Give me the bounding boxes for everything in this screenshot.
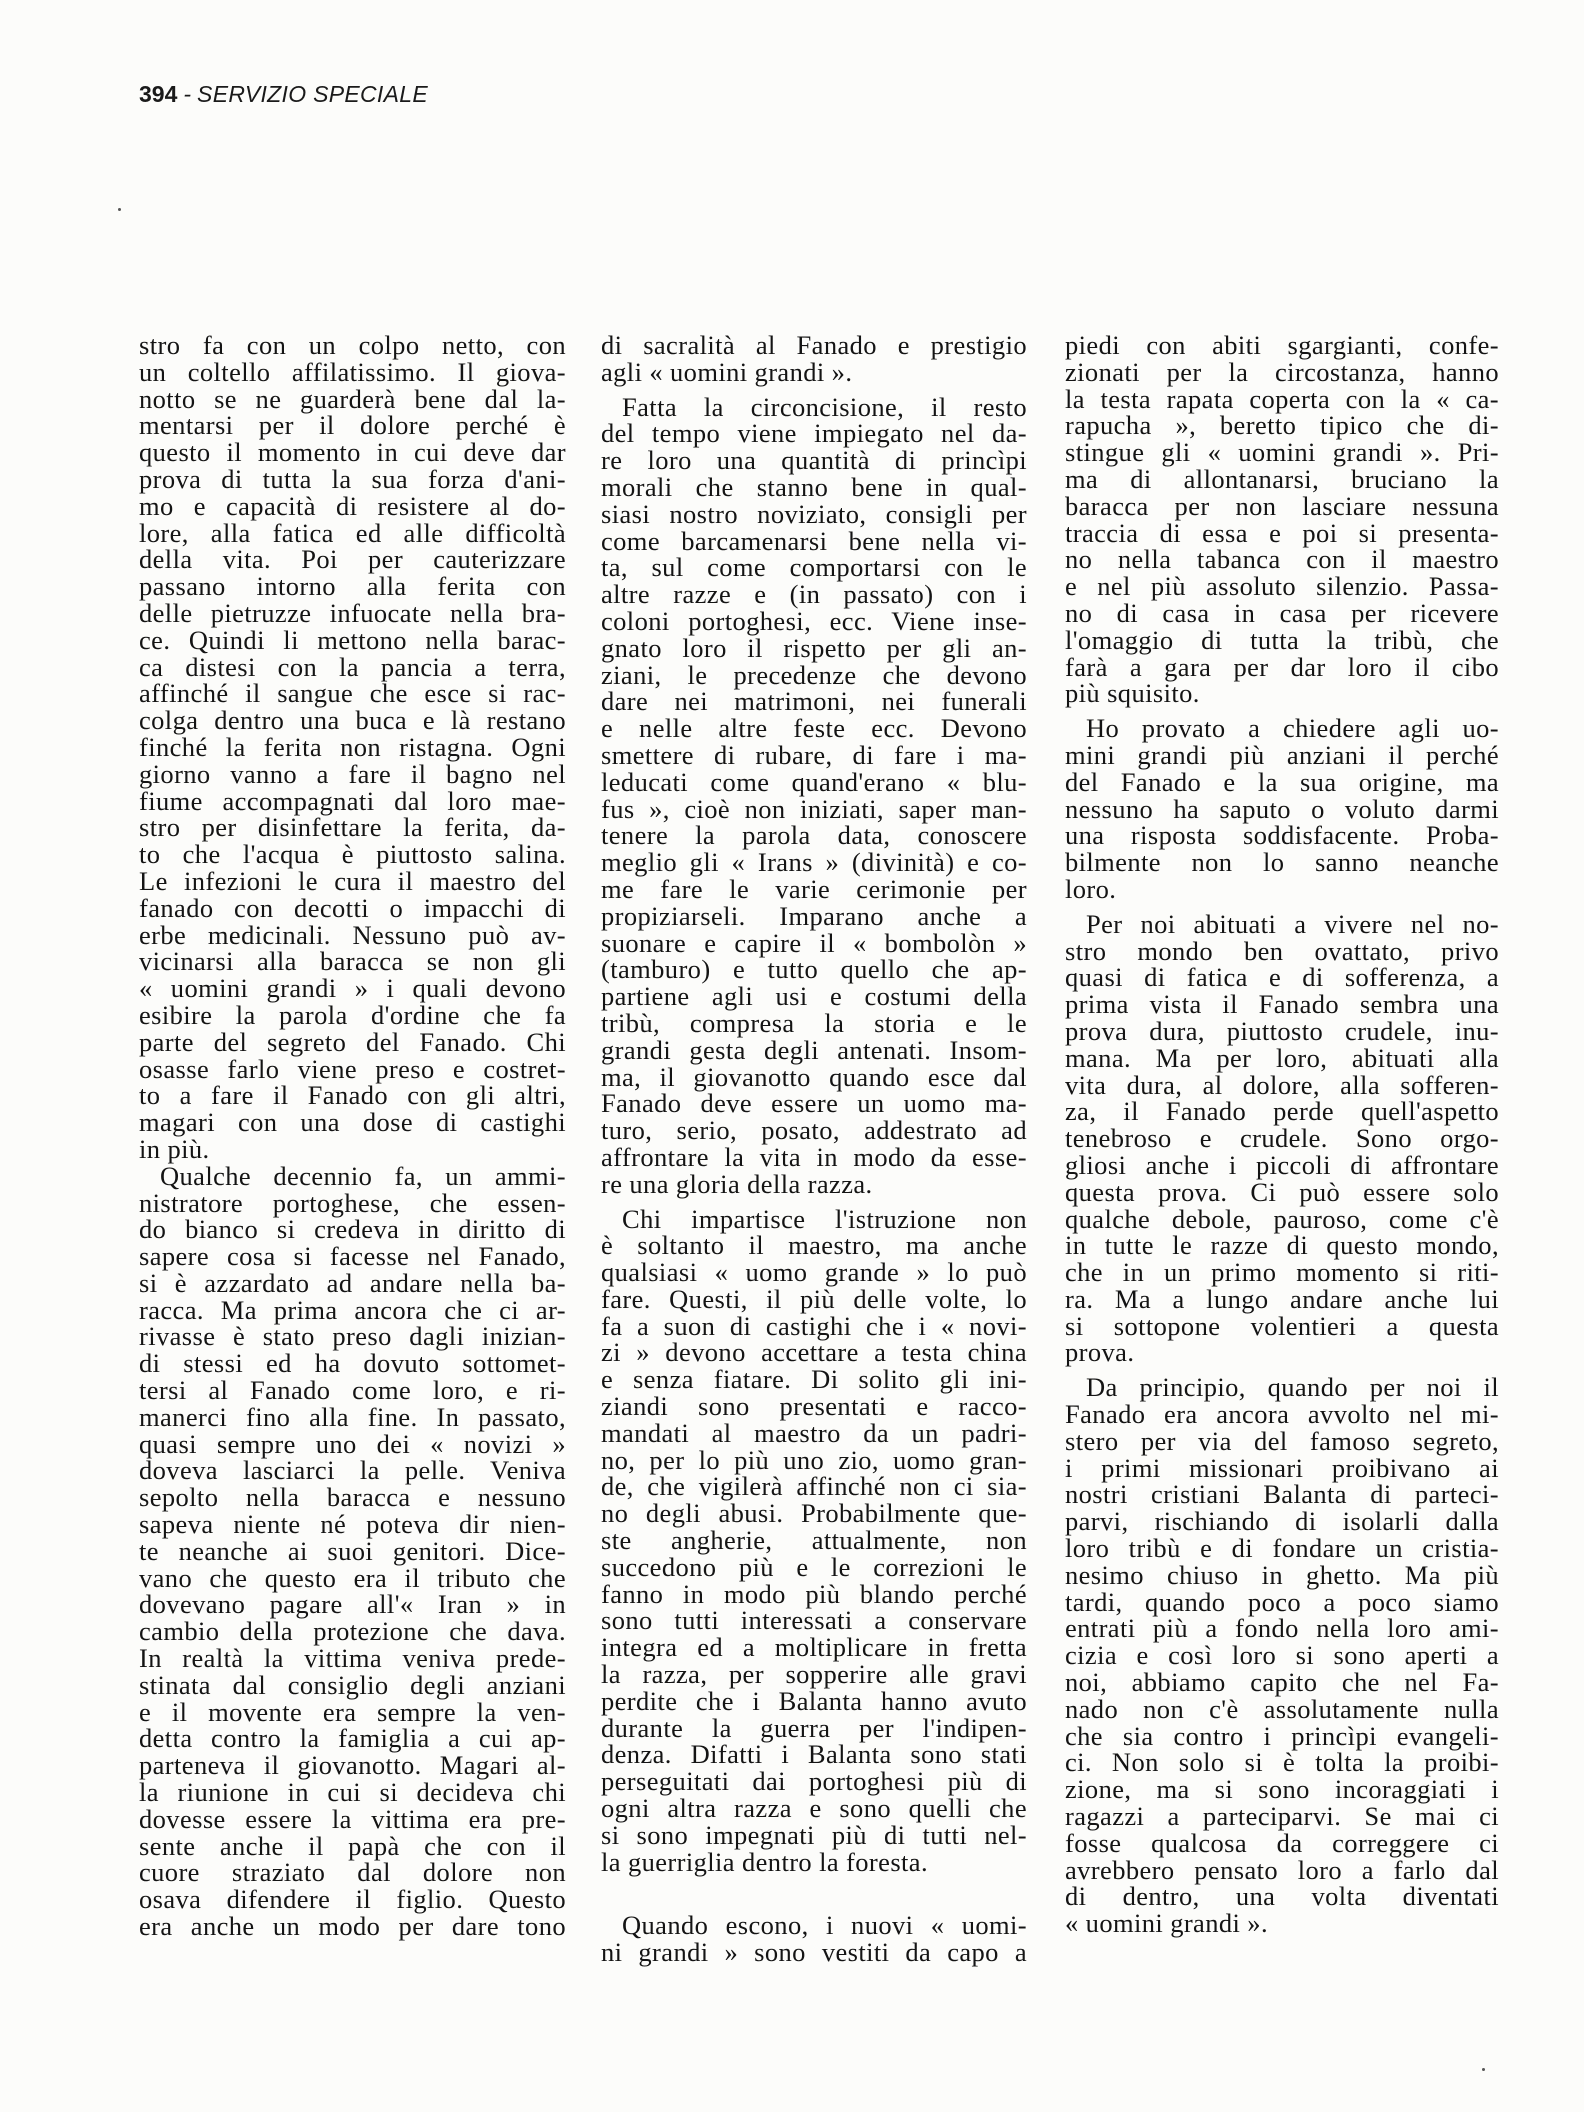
text-line: si è azzardato ad andare nella ba- bbox=[139, 1267, 566, 1298]
text-line: morali che stanno bene in qual- bbox=[601, 471, 1027, 502]
paragraph bbox=[601, 1203, 1027, 1877]
text-line: perdite che i Balanta hanno avuto bbox=[601, 1685, 1027, 1716]
text-line: zionati per la circostanza, hanno bbox=[1065, 356, 1499, 387]
text-line: baracca per non lasciare nessuna bbox=[1065, 490, 1499, 521]
text-line: qualche debole, pauroso, come c'è bbox=[1065, 1203, 1499, 1234]
text-line: più squisito. bbox=[1065, 678, 1200, 709]
text-line: ca distesi con la pancia a terra, bbox=[139, 651, 566, 682]
text-line: detta contro la famiglia a cui ap- bbox=[139, 1723, 566, 1754]
text-line: agli « uomini grandi ». bbox=[601, 356, 853, 387]
text-line: colga dentro una buca e là restano bbox=[139, 705, 566, 736]
page-number: 394 bbox=[139, 81, 178, 107]
text-line: « uomini grandi » i quali devono bbox=[139, 973, 566, 1004]
text-line: sente anche il papà che con il bbox=[139, 1830, 566, 1861]
text-line: stro per disinfettare la ferita, da- bbox=[139, 812, 566, 843]
text-line: delle pietruzze infuocate nella bra- bbox=[139, 597, 566, 628]
text-line: ci. Non solo si è tolta la proibi- bbox=[1065, 1747, 1499, 1778]
text-line: sepolto nella baracca e nessuno bbox=[139, 1482, 566, 1513]
text-line: farà a gara per dar loro il cibo bbox=[1065, 651, 1499, 682]
text-line: to a fare il Fanado con gli altri, bbox=[139, 1080, 566, 1111]
text-line: la testa rapata coperta con la « ca- bbox=[1065, 383, 1499, 414]
text-line: prova dura, piuttosto crudele, inu- bbox=[1065, 1015, 1499, 1046]
text-line: ogni altra razza e sono quelli che bbox=[601, 1793, 1027, 1824]
text-line: Per noi abituati a vivere nel no- bbox=[1086, 908, 1499, 939]
text-line: parte del segreto del Fanado. Chi bbox=[139, 1026, 566, 1057]
text-line: gliosi anche i piccoli di affrontare bbox=[1065, 1149, 1499, 1180]
text-line: ta, sul come comportarsi con le bbox=[601, 552, 1027, 583]
paragraph bbox=[601, 1912, 1027, 1966]
text-line: de, che vigilerà affinché non ci sia- bbox=[601, 1471, 1027, 1502]
text-line: nesimo chiuso in ghetto. Ma più bbox=[1065, 1559, 1499, 1590]
text-line: di dentro, una volta diventati bbox=[1065, 1881, 1499, 1912]
section-title: SERVIZIO SPECIALE bbox=[197, 81, 428, 107]
text-line: Fanado era ancora avvolto nel mi- bbox=[1065, 1399, 1499, 1430]
text-line: meglio gli « Irans » (divinità) e co- bbox=[601, 847, 1027, 878]
text-line: mandati al maestro da un padri- bbox=[601, 1417, 1027, 1448]
text-line: dare nei matrimoni, nei funerali bbox=[601, 686, 1027, 717]
text-line: noi, abbiamo capito che nel Fa- bbox=[1065, 1667, 1499, 1698]
text-line: to che l'acqua è piuttosto salina. bbox=[139, 839, 566, 870]
text-line: denza. Difatti i Balanta sono stati bbox=[601, 1739, 1027, 1770]
text-line: la razza, per sopperire alle gravi bbox=[601, 1659, 1027, 1690]
paragraph bbox=[139, 332, 566, 1163]
text-line: del Fanado e la sua origine, ma bbox=[1065, 766, 1499, 797]
text-line: coloni portoghesi, ecc. Viene inse- bbox=[601, 605, 1027, 636]
text-line: osasse farlo viene preso e costret- bbox=[139, 1053, 566, 1084]
text-line: Le infezioni le cura il maestro del bbox=[139, 865, 566, 896]
text-line: siasi nostro noviziato, consigli per bbox=[601, 498, 1027, 529]
text-line: mini grandi più anziani il perché bbox=[1065, 739, 1499, 770]
text-line: traccia di essa e poi si presenta- bbox=[1065, 517, 1499, 548]
text-line: parteneva il giovanotto. Magari al- bbox=[139, 1750, 566, 1781]
text-line: fare. Questi, il più delle volte, lo bbox=[601, 1283, 1027, 1314]
text-line: zione, ma si sono incoraggiati i bbox=[1065, 1774, 1499, 1805]
text-line: una risposta soddisfacente. Proba- bbox=[1065, 820, 1499, 851]
text-line: esibire la parola d'ordine che fa bbox=[139, 999, 566, 1030]
text-line: nado non c'è assolutamente nulla bbox=[1065, 1693, 1499, 1724]
text-line: loro tribù e di fondare un cristia- bbox=[1065, 1533, 1499, 1564]
text-line: e il movente era sempre la ven- bbox=[139, 1696, 566, 1727]
text-line: l'omaggio di tutta la tribù, che bbox=[1065, 624, 1499, 655]
text-line: za, il Fanado perde quell'aspetto bbox=[1065, 1096, 1499, 1127]
text-line: turo, serio, posato, addestrato ad bbox=[601, 1115, 1027, 1146]
text-line: vano che questo era il tributo che bbox=[139, 1562, 566, 1593]
text-line: stero per via del famoso segreto, bbox=[1065, 1425, 1499, 1456]
text-line: avrebbero pensato loro a farlo dal bbox=[1065, 1854, 1499, 1885]
text-line: cuore straziato dal dolore non bbox=[139, 1857, 566, 1888]
text-line: dovevano pagare all'« Iran » in bbox=[139, 1589, 566, 1620]
text-line: in tutte le razze di questo mondo, bbox=[1065, 1230, 1499, 1261]
paragraph bbox=[1065, 332, 1499, 707]
text-line: tardi, quando poco a poco siamo bbox=[1065, 1586, 1499, 1617]
paragraph bbox=[1065, 1374, 1499, 1937]
text-line: nostri cristiani Balanta di parteci- bbox=[1065, 1479, 1499, 1510]
text-line: re loro una quantità di princìpi bbox=[601, 445, 1027, 476]
text-line: di sacralità al Fanado e prestigio bbox=[601, 330, 1027, 360]
text-line: parvi, rischiando di isolarli dalla bbox=[1065, 1506, 1499, 1537]
text-line: e nelle altre feste ecc. Devono bbox=[601, 713, 1027, 744]
text-line: come barcamenarsi bene nella vi- bbox=[601, 525, 1027, 556]
text-line: cambio della protezione che dava. bbox=[139, 1616, 566, 1647]
text-line: Ho provato a chiedere agli uo- bbox=[1086, 713, 1499, 744]
text-line: sono tutti interessati a conservare bbox=[601, 1605, 1027, 1636]
text-line: del tempo viene impiegato nel da- bbox=[601, 418, 1027, 449]
text-line: giorno vanno a fare il bagno nel bbox=[139, 758, 566, 789]
text-line: prova. bbox=[1065, 1337, 1135, 1368]
text-line: Chi impartisce l'istruzione non bbox=[622, 1203, 1027, 1234]
paragraph bbox=[139, 1160, 566, 1942]
text-line: è soltanto il maestro, ma anche bbox=[601, 1230, 1027, 1261]
text-line: la riunione in cui si decideva chi bbox=[139, 1777, 566, 1808]
text-line: ce. Quindi li mettono nella barac- bbox=[139, 624, 566, 655]
text-line: no di casa in casa per ricevere bbox=[1065, 597, 1499, 628]
text-line: piedi con abiti sgargianti, confe- bbox=[1065, 330, 1499, 360]
text-line: sapeva niente né poteva dir nien- bbox=[139, 1509, 566, 1540]
text-line: integra ed a moltiplicare in fretta bbox=[601, 1632, 1027, 1663]
text-line: affinché il sangue che esce si rac- bbox=[139, 678, 566, 709]
text-line: fosse qualcosa da correggere ci bbox=[1065, 1827, 1499, 1858]
text-line: leducati come quand'erano « blu- bbox=[601, 766, 1027, 797]
text-line: e senza fiatare. Di solito gli ini- bbox=[601, 1364, 1027, 1395]
text-line: mana. Ma per loro, abituati alla bbox=[1065, 1042, 1499, 1073]
text-line: stro fa con un colpo netto, con bbox=[139, 330, 566, 360]
text-line: ziandi sono presentati e racco- bbox=[601, 1391, 1027, 1422]
text-line: stro mondo ben ovattato, privo bbox=[1065, 935, 1499, 966]
text-line: ste angherie, attualmente, non bbox=[601, 1525, 1027, 1556]
text-line: no degli abusi. Probabilmente que- bbox=[601, 1498, 1027, 1529]
text-line: (tamburo) e tutto quello che ap- bbox=[601, 954, 1027, 985]
text-line: smettere di rubare, di fare i ma- bbox=[601, 739, 1027, 770]
text-line: ma di allontanarsi, bruciano la bbox=[1065, 463, 1499, 494]
text-line: qualsiasi « uomo grande » lo può bbox=[601, 1257, 1027, 1288]
text-line: entrati più a fondo nella loro ami- bbox=[1065, 1613, 1499, 1644]
text-line: della vita. Poi per cauterizzare bbox=[139, 544, 566, 575]
text-line: era anche un modo per dare tono bbox=[139, 1911, 566, 1942]
text-line: partiene agli usi e costumi della bbox=[601, 981, 1027, 1012]
running-head bbox=[139, 80, 428, 108]
text-line: durante la guerra per l'indipen- bbox=[601, 1712, 1027, 1743]
text-line: fanado con decotti o impacchi di bbox=[139, 892, 566, 923]
article-column-1 bbox=[139, 332, 566, 1940]
text-line: vita dura, al dolore, alla sofferen- bbox=[1065, 1069, 1499, 1100]
article-column-2 bbox=[601, 332, 1027, 1966]
text-line: ragazzi a parteciparvi. Se mai ci bbox=[1065, 1801, 1499, 1832]
text-line: Quando escono, i nuovi « uomi- bbox=[622, 1910, 1027, 1941]
text-line: re una gloria della razza. bbox=[601, 1168, 873, 1199]
text-line: fa a suon di castighi che i « novi- bbox=[601, 1310, 1027, 1341]
text-line: succedono più e le correzioni le bbox=[601, 1551, 1027, 1582]
text-line: prova di tutta la sua forza d'ani- bbox=[139, 463, 566, 494]
text-line: grandi gesta degli antenati. Insom- bbox=[601, 1034, 1027, 1065]
text-line: ni grandi » sono vestiti da capo a bbox=[601, 1937, 1027, 1968]
text-line: no, per lo più uno zio, uomo gran- bbox=[601, 1444, 1027, 1475]
paragraph bbox=[1065, 715, 1499, 903]
text-line: erbe medicinali. Nessuno può av- bbox=[139, 919, 566, 950]
text-line: gnato loro il rispetto per gli an- bbox=[601, 632, 1027, 663]
text-line: manerci fino alla fine. In passato, bbox=[139, 1401, 566, 1432]
text-line: un coltello affilatissimo. Il giova- bbox=[139, 356, 566, 387]
text-line: in più. bbox=[139, 1133, 210, 1164]
text-line: altre razze e (in passato) con i bbox=[601, 579, 1027, 610]
text-line: che in un primo momento si riti- bbox=[1065, 1257, 1499, 1288]
text-line: perseguitati dai portoghesi più di bbox=[601, 1766, 1027, 1797]
text-line: ra. Ma a lungo andare anche lui bbox=[1065, 1283, 1499, 1314]
text-line: osava difendere il figlio. Questo bbox=[139, 1884, 566, 1915]
text-line: si sono impegnati più di tutti nel- bbox=[601, 1819, 1027, 1850]
text-line: Qualche decennio fa, un ammi- bbox=[160, 1160, 566, 1191]
text-line: questa prova. Ci può essere solo bbox=[1065, 1176, 1499, 1207]
text-line: suonare e capire il « bombolòn » bbox=[601, 927, 1027, 958]
text-line: tersi al Fanado come loro, e ri- bbox=[139, 1375, 566, 1406]
text-line: passano intorno alla ferita con bbox=[139, 571, 566, 602]
text-line: fanno in modo più blando perché bbox=[601, 1578, 1027, 1609]
text-line: mentarsi per il dolore perché è bbox=[139, 410, 566, 441]
text-line: no nella tabanca con il maestro bbox=[1065, 544, 1499, 575]
text-line: la guerriglia dentro la foresta. bbox=[601, 1846, 928, 1877]
text-line: quasi di fatica e di sofferenza, a bbox=[1065, 962, 1499, 993]
text-line: vicinarsi alla baracca se non gli bbox=[139, 946, 566, 977]
text-line: stinata dal consiglio degli anziani bbox=[139, 1669, 566, 1700]
text-line: doveva lasciarci la pelle. Veniva bbox=[139, 1455, 566, 1486]
text-line: magari con una dose di castighi bbox=[139, 1107, 566, 1138]
text-line: rivasse è stato preso dagli inizian- bbox=[139, 1321, 566, 1352]
text-line: sapere cosa si facesse nel Fanado, bbox=[139, 1241, 566, 1272]
text-line: propiziarseli. Imparano anche a bbox=[601, 900, 1027, 931]
text-line: bilmente non lo sanno neanche bbox=[1065, 847, 1499, 878]
text-line: tenebroso e crudele. Sono orgo- bbox=[1065, 1123, 1499, 1154]
text-line: e nel più assoluto silenzio. Passa- bbox=[1065, 571, 1499, 602]
text-line: Fanado deve essere un uomo ma- bbox=[601, 1088, 1027, 1119]
text-line: te neanche ai suoi genitori. Dice- bbox=[139, 1535, 566, 1566]
text-line: me fare le varie cerimonie per bbox=[601, 873, 1027, 904]
text-line: che sia contro i princìpi evangeli- bbox=[1065, 1720, 1499, 1751]
text-line: quasi sempre uno dei « novizi » bbox=[139, 1428, 566, 1459]
text-line: Fatta la circoncisione, il resto bbox=[622, 391, 1027, 422]
text-line: Da principio, quando per noi il bbox=[1086, 1372, 1499, 1403]
paragraph bbox=[601, 332, 1027, 386]
text-line: tribù, compresa la storia e le bbox=[601, 1007, 1027, 1038]
text-line: rapucha », beretto tipico che di- bbox=[1065, 410, 1499, 441]
text-line: loro. bbox=[1065, 873, 1117, 904]
text-line: racca. Ma prima ancora che ci ar- bbox=[139, 1294, 566, 1325]
header-separator: - bbox=[183, 81, 192, 107]
text-line: In realtà la vittima veniva prede- bbox=[139, 1643, 566, 1674]
text-line: lore, alla fatica ed alle difficoltà bbox=[139, 517, 566, 548]
text-line: nistratore portoghese, che essen- bbox=[139, 1187, 566, 1218]
scan-speck bbox=[1482, 2068, 1485, 2071]
paragraph bbox=[1065, 908, 1499, 1368]
text-line: finché la ferita non ristagna. Ogni bbox=[139, 731, 566, 762]
text-line: fus », cioè non iniziati, saper man- bbox=[601, 793, 1027, 824]
text-line: mo e capacità di resistere al do- bbox=[139, 490, 566, 521]
text-line: fiume accompagnati dal loro mae- bbox=[139, 785, 566, 816]
text-line: « uomini grandi ». bbox=[1065, 1908, 1268, 1939]
article-column-3 bbox=[1065, 332, 1499, 1937]
text-line: nessuno ha saputo o voluto darmi bbox=[1065, 793, 1499, 824]
text-line: zi » devono accettare a testa china bbox=[601, 1337, 1027, 1368]
text-line: i primi missionari proibivano ai bbox=[1065, 1452, 1499, 1483]
text-line: dovesse essere la vittima era pre- bbox=[139, 1803, 566, 1834]
text-line: affrontare la vita in modo da esse- bbox=[601, 1141, 1027, 1172]
text-line: notto se ne guarderà bene dal la- bbox=[139, 383, 566, 414]
scan-speck bbox=[118, 208, 121, 211]
text-line: stingue gli « uomini grandi ». Pri- bbox=[1065, 437, 1499, 468]
paragraph bbox=[601, 391, 1027, 1199]
text-line: cizia e così loro si sono aperti a bbox=[1065, 1640, 1499, 1671]
text-line: prima vista il Fanado sembra una bbox=[1065, 989, 1499, 1020]
text-line: questo il momento in cui deve dar bbox=[139, 437, 566, 468]
text-line: ma, il giovanotto quando esce dal bbox=[601, 1061, 1027, 1092]
text-line: di stessi ed ha dovuto sottomet- bbox=[139, 1348, 566, 1379]
text-line: do bianco si credeva in diritto di bbox=[139, 1214, 566, 1245]
text-line: si sottopone volentieri a questa bbox=[1065, 1310, 1499, 1341]
text-line: ziani, le precedenze che devono bbox=[601, 659, 1027, 690]
text-line: tenere la parola data, conoscere bbox=[601, 820, 1027, 851]
